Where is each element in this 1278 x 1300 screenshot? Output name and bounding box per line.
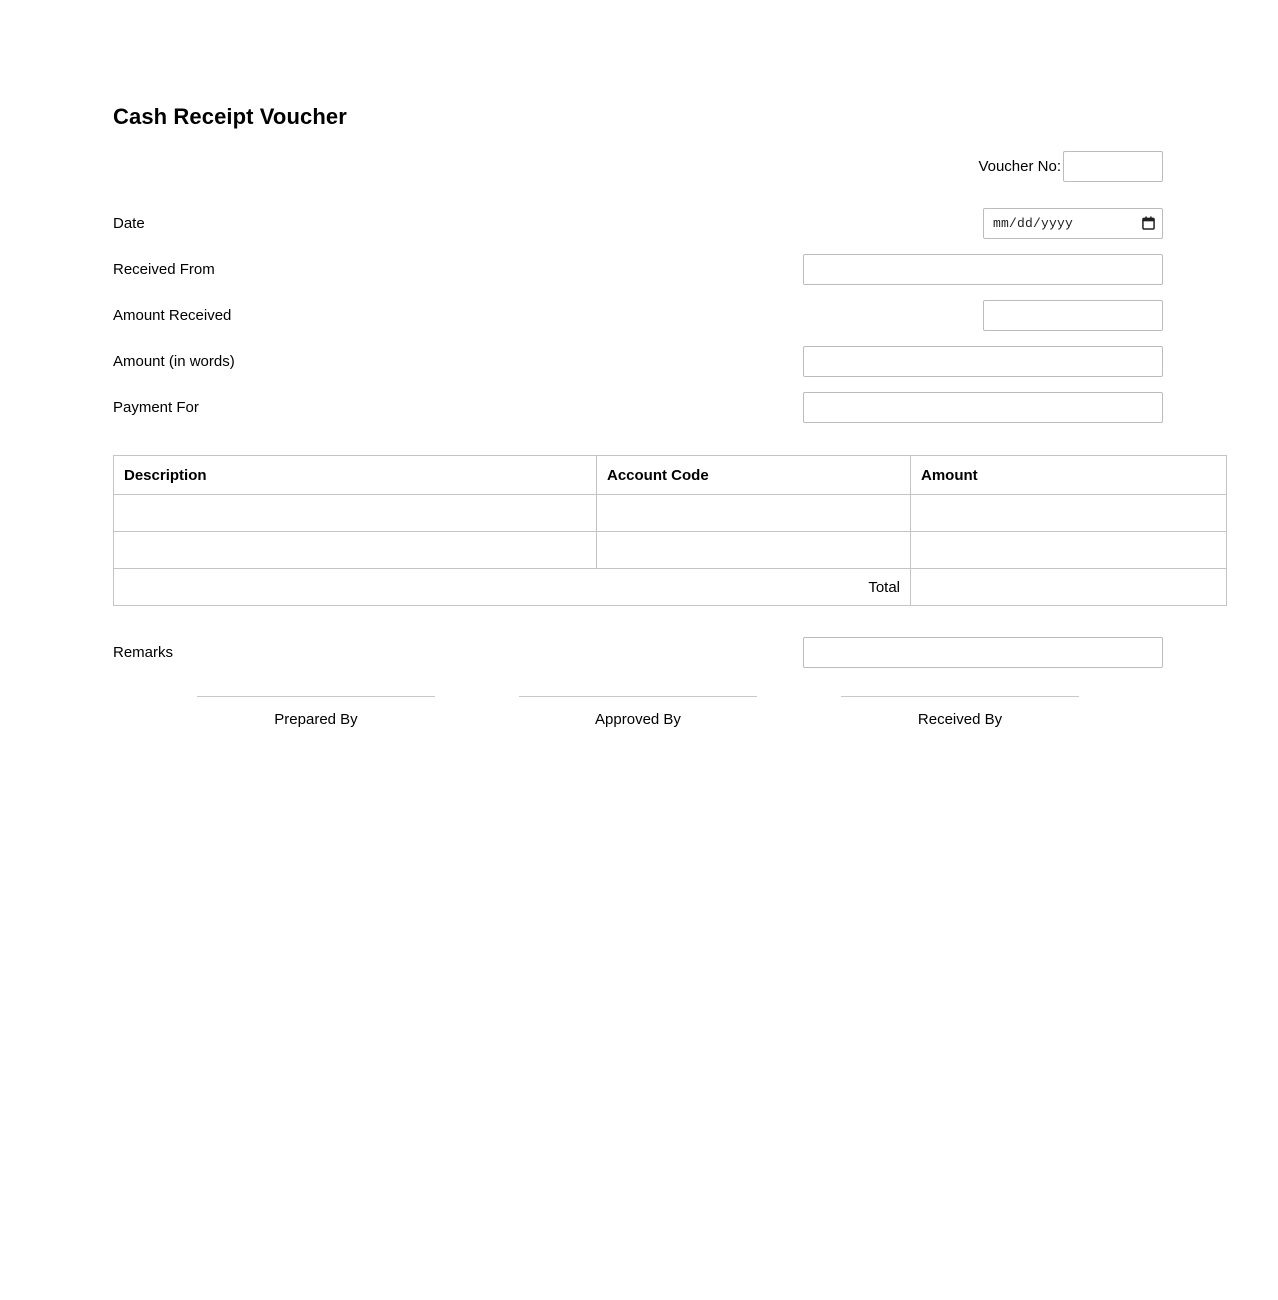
remarks-label: Remarks — [113, 643, 174, 661]
column-header-account-code: Account Code — [597, 456, 911, 495]
signature-section — [113, 696, 1163, 728]
voucher-no-label: Voucher No: — [978, 158, 1061, 176]
received-from-label: Received From — [113, 260, 215, 278]
signature-caption: Prepared By — [274, 711, 358, 729]
column-header-description: Description — [114, 456, 597, 495]
amount-received-input[interactable] — [983, 300, 1163, 331]
date-label: Date — [113, 214, 145, 232]
total-label: Total — [114, 569, 911, 606]
received-from-control — [803, 254, 1163, 285]
voucher-sheet — [113, 104, 1163, 728]
column-header-amount: Amount — [911, 456, 1227, 495]
table-header-row — [114, 456, 1227, 495]
payment-for-label: Payment For — [113, 398, 199, 416]
cell-description[interactable] — [114, 495, 597, 532]
amount-received-label: Amount Received — [113, 306, 232, 324]
amount-received-control — [983, 300, 1163, 331]
remarks-control — [803, 637, 1163, 668]
remarks-input[interactable] — [803, 637, 1163, 668]
items-table — [113, 455, 1227, 606]
payment-for-input[interactable] — [803, 392, 1163, 423]
signature-block-prepared-by — [197, 696, 435, 728]
date-control — [983, 208, 1163, 239]
items-table-body — [114, 495, 1227, 606]
cell-account-code[interactable] — [597, 495, 911, 532]
field-rows — [113, 207, 1163, 423]
field-row-amount-in-words — [113, 345, 1163, 377]
signature-block-approved-by — [519, 696, 757, 728]
signature-caption: Approved By — [595, 711, 681, 729]
signature-block-received-by — [841, 696, 1079, 728]
payment-for-control — [803, 392, 1163, 423]
voucher-no-input[interactable] — [1063, 151, 1163, 182]
field-row-date — [113, 207, 1163, 239]
amount-in-words-label: Amount (in words) — [113, 352, 235, 370]
table-total-row — [114, 569, 1227, 606]
date-input[interactable] — [983, 208, 1163, 239]
date-placeholder-text: mm/dd/yyyy — [993, 215, 1074, 231]
field-row-amount-received — [113, 299, 1163, 331]
page-title: Cash Receipt Voucher — [113, 104, 347, 129]
received-from-input[interactable] — [803, 254, 1163, 285]
cell-description[interactable] — [114, 532, 597, 569]
items-table-head — [114, 456, 1227, 495]
field-row-payment-for — [113, 391, 1163, 423]
field-row-received-from — [113, 253, 1163, 285]
signature-line-row — [197, 696, 1079, 728]
voucher-no-row — [113, 151, 1163, 182]
cell-amount[interactable] — [911, 532, 1227, 569]
amount-in-words-control — [803, 346, 1163, 377]
amount-in-words-input[interactable] — [803, 346, 1163, 377]
total-amount-cell[interactable] — [911, 569, 1227, 606]
cell-amount[interactable] — [911, 495, 1227, 532]
table-row[interactable] — [114, 532, 1227, 569]
cell-account-code[interactable] — [597, 532, 911, 569]
calendar-icon[interactable] — [1142, 216, 1155, 230]
signature-caption: Received By — [917, 711, 1003, 729]
table-row[interactable] — [114, 495, 1227, 532]
field-row-remarks — [113, 636, 1163, 668]
